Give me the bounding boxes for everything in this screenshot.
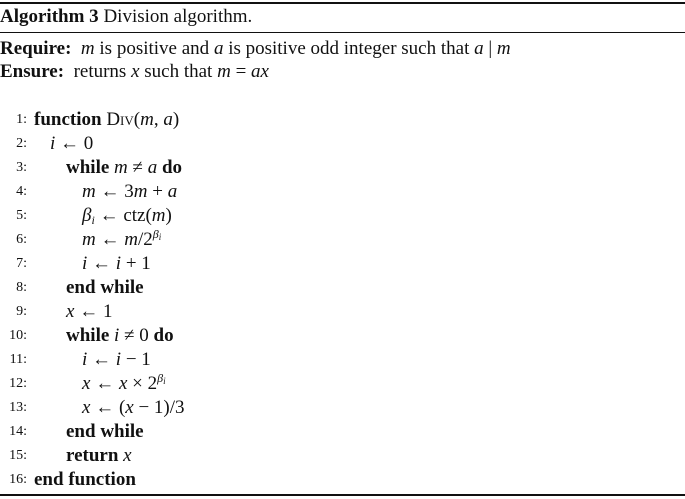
line-number: 6: — [16, 232, 27, 247]
require-label: Require: — [0, 38, 72, 59]
require-text: m is positive and a is positive odd integer such that a | m — [80, 38, 511, 59]
line-number: 12: — [9, 376, 27, 391]
algorithm-caption — [0, 6, 252, 28]
line-number: 7: — [16, 256, 27, 271]
code-text: return x — [66, 445, 132, 466]
code-text: end while — [66, 421, 144, 442]
code-text: function Div(m, a) — [34, 109, 180, 130]
code-text: x ← (x − 1)/3 — [82, 397, 185, 418]
line-number: 1: — [16, 112, 27, 127]
code-text: i ← i − 1 — [82, 349, 151, 370]
caption-rule — [0, 32, 685, 33]
bottom-rule — [0, 494, 685, 496]
code-text: end while — [66, 277, 144, 298]
code-text: while i ≠ 0 do — [66, 325, 174, 346]
code-text: i ← 0 — [50, 133, 94, 154]
code-text: end function — [34, 469, 136, 490]
line-number: 11: — [9, 352, 27, 367]
code-text: i ← i + 1 — [82, 253, 151, 274]
code-text: m ← 3m + a — [82, 181, 178, 202]
ensure-text: returns x such that m = ax — [68, 61, 269, 82]
line-number: 14: — [9, 424, 27, 439]
code-text: x ← $x \times 2^{\beta_i}$ — [82, 371, 166, 394]
require-line — [0, 38, 511, 60]
line-number: 8: — [16, 280, 27, 295]
algorithm-label: Algorithm 3 — [0, 6, 99, 27]
code-text: $\beta_i$ ← ctz(m) — [82, 205, 172, 227]
line-number: 13: — [9, 400, 27, 415]
line-number: 16: — [9, 472, 27, 487]
algorithm-title: Division algorithm. — [103, 6, 253, 27]
line-number: 3: — [16, 160, 27, 175]
ensure-label: Ensure: — [0, 61, 65, 82]
ensure-line — [0, 61, 269, 83]
line-number: 5: — [16, 208, 27, 223]
line-number: 15: — [9, 448, 27, 463]
code-text: m ← $m/2^{\beta_i}$ — [82, 227, 162, 250]
top-rule — [0, 2, 685, 4]
line-number: 9: — [16, 304, 27, 319]
line-number: 10: — [9, 328, 27, 343]
line-number: 4: — [16, 184, 27, 199]
line-number: 2: — [16, 136, 27, 151]
code-text: x ← 1 — [66, 301, 113, 322]
code-text: while m ≠ a do — [66, 157, 183, 178]
